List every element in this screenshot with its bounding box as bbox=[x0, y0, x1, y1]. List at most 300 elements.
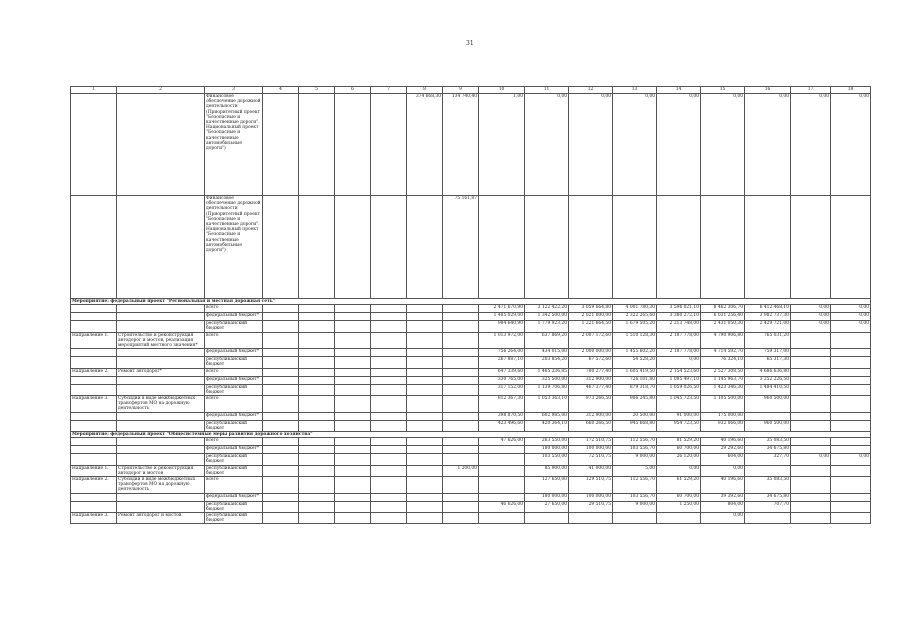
table-cell bbox=[443, 412, 479, 420]
table-row bbox=[71, 87, 871, 94]
table-cell bbox=[745, 412, 791, 420]
table-cell: 8 462 306,70 bbox=[701, 305, 745, 313]
column-header: 18 bbox=[831, 87, 871, 94]
table-cell bbox=[443, 454, 479, 465]
table-cell bbox=[117, 454, 205, 465]
table-cell: 172 510,75 bbox=[569, 438, 613, 446]
table-cell bbox=[443, 313, 479, 321]
table-cell: 1 510 128,30 bbox=[613, 332, 657, 349]
table-row bbox=[71, 368, 871, 376]
table-cell bbox=[407, 396, 443, 413]
table-cell: 756 264,00 bbox=[479, 349, 525, 357]
table-row bbox=[71, 493, 871, 501]
table-cell: федеральный бюджет* bbox=[205, 376, 263, 384]
table-cell bbox=[299, 513, 335, 524]
table-cell bbox=[71, 446, 117, 454]
table-cell: 180 000,00 bbox=[525, 493, 569, 501]
table-cell bbox=[263, 412, 299, 420]
table-cell bbox=[299, 376, 335, 384]
table-cell: 1 053 363,10 bbox=[525, 396, 569, 413]
table-cell bbox=[569, 196, 613, 299]
column-header: 9 bbox=[443, 87, 479, 94]
table-cell: 1 105 500,00 bbox=[701, 396, 745, 413]
table-cell bbox=[263, 396, 299, 413]
table-cell: 0,00 bbox=[831, 94, 871, 196]
table-cell: 945 668,80 bbox=[613, 420, 657, 431]
table-cell bbox=[371, 465, 407, 476]
table-cell bbox=[263, 477, 299, 494]
table-cell bbox=[791, 332, 831, 349]
table-cell bbox=[407, 438, 443, 446]
table-cell bbox=[831, 376, 871, 384]
table-cell bbox=[299, 332, 335, 349]
table-cell: 112 556,70 bbox=[613, 438, 657, 446]
table-cell: 0,00 bbox=[831, 313, 871, 321]
table-cell: 0,00 bbox=[701, 513, 745, 524]
table-cell bbox=[263, 332, 299, 349]
table-cell: 0,00 bbox=[791, 313, 831, 321]
table-cell bbox=[831, 438, 871, 446]
table-cell bbox=[407, 501, 443, 512]
table-cell bbox=[71, 412, 117, 420]
table-cell: 9 000,00 bbox=[613, 501, 657, 512]
table-cell bbox=[831, 196, 871, 299]
table-row bbox=[71, 376, 871, 384]
table-cell bbox=[117, 412, 205, 420]
table-cell bbox=[791, 196, 831, 299]
table-cell bbox=[407, 332, 443, 349]
table-cell: 2 007 172,60 bbox=[569, 332, 613, 349]
table-cell bbox=[525, 196, 569, 299]
table-cell: 759 317,00 bbox=[745, 349, 791, 357]
table-cell: республиканский бюджет bbox=[205, 420, 263, 431]
table-cell: 180 000,00 bbox=[525, 446, 569, 454]
table-cell bbox=[701, 196, 745, 299]
table-cell: Направление 2. bbox=[71, 368, 117, 376]
table-cell bbox=[335, 420, 371, 431]
table-cell bbox=[263, 313, 299, 321]
table-cell bbox=[335, 305, 371, 313]
section-title: Мероприятие: федеральный проект "Общесистемные меры развития дорожного хозяйства" bbox=[71, 432, 871, 438]
table-cell bbox=[371, 313, 407, 321]
table-cell bbox=[117, 94, 205, 196]
table-cell bbox=[831, 513, 871, 524]
table-cell bbox=[299, 357, 335, 368]
table-cell: 726 101,80 bbox=[613, 376, 657, 384]
table-cell bbox=[71, 357, 117, 368]
table-cell bbox=[299, 501, 335, 512]
table-cell bbox=[831, 465, 871, 476]
table-cell bbox=[335, 396, 371, 413]
column-header: 10 bbox=[479, 87, 525, 94]
table-cell: Направление 1. bbox=[71, 332, 117, 349]
table-row bbox=[71, 349, 871, 357]
table-cell bbox=[335, 376, 371, 384]
table-cell bbox=[263, 465, 299, 476]
table-cell bbox=[407, 305, 443, 313]
table-cell: 660 266,50 bbox=[569, 420, 613, 431]
table-row bbox=[71, 305, 871, 313]
table-cell bbox=[371, 384, 407, 395]
table-row bbox=[71, 465, 871, 476]
table-cell bbox=[71, 376, 117, 384]
table-cell bbox=[831, 501, 871, 512]
table-cell bbox=[443, 420, 479, 431]
table-cell bbox=[791, 477, 831, 494]
table-cell bbox=[407, 465, 443, 476]
table-cell bbox=[335, 368, 371, 376]
table-cell bbox=[371, 357, 407, 368]
table-cell: 2 471 670,90 bbox=[479, 305, 525, 313]
table-cell: 0,00 bbox=[831, 305, 871, 313]
table-cell bbox=[371, 446, 407, 454]
table-cell: 2 322 265,60 bbox=[613, 313, 657, 321]
table-cell bbox=[371, 368, 407, 376]
table-cell: 1 455 602,20 bbox=[613, 349, 657, 357]
table-cell: 423 496,60 bbox=[479, 420, 525, 431]
table-row bbox=[71, 412, 871, 420]
table-cell bbox=[335, 477, 371, 494]
table-cell bbox=[299, 465, 335, 476]
table-cell: 0,00 bbox=[701, 94, 745, 196]
table-cell bbox=[443, 376, 479, 384]
table-cell bbox=[479, 465, 525, 476]
table-cell: республиканский бюджет bbox=[205, 384, 263, 395]
table-cell: 3 380 272,10 bbox=[657, 313, 701, 321]
table-cell bbox=[335, 196, 371, 299]
table-cell: 103 556,70 bbox=[613, 446, 657, 454]
table-cell: 1 465 336,85 bbox=[525, 368, 569, 376]
table-cell bbox=[299, 396, 335, 413]
table-cell: 60 700,00 bbox=[657, 493, 701, 501]
table-cell: 263 550,00 bbox=[525, 438, 569, 446]
table-cell: всего bbox=[205, 396, 263, 413]
table-cell: 127 650,00 bbox=[525, 477, 569, 494]
table-cell bbox=[443, 349, 479, 357]
column-header: 14 bbox=[657, 87, 701, 94]
table-cell bbox=[71, 501, 117, 512]
table-cell bbox=[299, 196, 335, 299]
table-cell: 134 740,40 bbox=[443, 94, 479, 196]
table-cell: 879 318,70 bbox=[613, 384, 657, 395]
table-cell: 3 059 664,80 bbox=[569, 305, 613, 313]
table-cell bbox=[791, 384, 831, 395]
table-cell bbox=[335, 513, 371, 524]
table-cell bbox=[479, 477, 525, 494]
table-cell bbox=[335, 501, 371, 512]
table-cell: 65 317,30 bbox=[745, 357, 791, 368]
table-cell: 267 887,10 bbox=[479, 357, 525, 368]
table-cell: 175 000,00 bbox=[701, 412, 745, 420]
table-cell bbox=[299, 384, 335, 395]
table-cell: 0,00 bbox=[657, 94, 701, 196]
table-cell bbox=[791, 446, 831, 454]
column-header: 15 bbox=[701, 87, 745, 94]
table-cell bbox=[371, 332, 407, 349]
table-cell bbox=[263, 368, 299, 376]
table-cell bbox=[831, 493, 871, 501]
table-cell: 0,00 bbox=[657, 465, 701, 476]
table-cell: 103 550,00 bbox=[525, 454, 569, 465]
table-cell bbox=[657, 513, 701, 524]
table-cell: 4 001 780,30 bbox=[613, 305, 657, 313]
table-cell bbox=[335, 465, 371, 476]
table-cell: 0,00 bbox=[831, 454, 871, 465]
table-cell bbox=[299, 368, 335, 376]
table-cell: 1 250,00 bbox=[657, 501, 701, 512]
table-cell: республиканский бюджет bbox=[205, 501, 263, 512]
table-cell bbox=[407, 376, 443, 384]
table-cell bbox=[371, 493, 407, 501]
table-cell bbox=[263, 357, 299, 368]
column-header: 7 bbox=[371, 87, 407, 94]
table-cell: 804,00 bbox=[701, 501, 745, 512]
table-cell bbox=[335, 454, 371, 465]
table-cell: 39 392,60 bbox=[701, 493, 745, 501]
table-cell: 29 292,60 bbox=[701, 446, 745, 454]
table-cell: 1 605 419,50 bbox=[613, 368, 657, 376]
table-cell: 0,00 bbox=[791, 454, 831, 465]
table-cell: 72 510,75 bbox=[569, 454, 613, 465]
table-cell: республиканский бюджет bbox=[205, 357, 263, 368]
table-cell bbox=[407, 420, 443, 431]
budget-table bbox=[70, 86, 871, 524]
table-cell: 29 510,75 bbox=[569, 501, 613, 512]
table-cell: 2 429 721,00 bbox=[745, 321, 791, 332]
table-cell bbox=[791, 412, 831, 420]
table-cell bbox=[371, 396, 407, 413]
table-cell bbox=[407, 321, 443, 332]
table-cell: 906 245,80 bbox=[613, 396, 657, 413]
table-row bbox=[71, 332, 871, 349]
table-cell: 960 500,00 bbox=[745, 420, 791, 431]
table-cell: Финансовое обеспечение дорожной деятельности (Приоритетный проект "Безопасные и качественные дороги". Национальный проект "Безопасные и качественные автомобильные дороги") bbox=[205, 196, 263, 299]
table-cell bbox=[791, 349, 831, 357]
table-cell: 112 556,70 bbox=[613, 477, 657, 494]
table-cell bbox=[71, 196, 117, 299]
table-cell bbox=[371, 412, 407, 420]
table-cell: 41 000,00 bbox=[569, 465, 613, 476]
table-cell: 100 000,00 bbox=[569, 446, 613, 454]
table-cell: 6 031 256,40 bbox=[701, 313, 745, 321]
table-cell: 984 640,90 bbox=[479, 321, 525, 332]
table-cell: 60 700,00 bbox=[657, 446, 701, 454]
table-cell bbox=[335, 357, 371, 368]
table-cell bbox=[443, 384, 479, 395]
table-cell bbox=[71, 454, 117, 465]
table-cell: федеральный бюджет* bbox=[205, 313, 263, 321]
table-cell: 1,00 bbox=[479, 94, 525, 196]
table-cell bbox=[299, 420, 335, 431]
column-header: 1 bbox=[71, 87, 117, 94]
table-cell: 0,00 bbox=[745, 94, 791, 196]
table-cell: 312 900,00 bbox=[569, 376, 613, 384]
table-cell: 1 342 500,00 bbox=[525, 313, 569, 321]
table-row bbox=[71, 446, 871, 454]
table-cell bbox=[335, 94, 371, 196]
table-cell bbox=[371, 501, 407, 512]
table-cell: 4 714 592,70 bbox=[701, 349, 745, 357]
table-cell: 40 196,60 bbox=[701, 477, 745, 494]
table-cell: 812 367,30 bbox=[479, 396, 525, 413]
table-cell bbox=[745, 465, 791, 476]
table-cell: Направление 2. bbox=[71, 477, 117, 494]
column-header: 13 bbox=[613, 87, 657, 94]
table-cell bbox=[407, 493, 443, 501]
table-cell: 707,70 bbox=[745, 501, 791, 512]
table-cell bbox=[335, 438, 371, 446]
table-cell bbox=[117, 438, 205, 446]
table-cell: 46 626,00 bbox=[479, 501, 525, 512]
table-row bbox=[71, 94, 871, 196]
table-cell bbox=[299, 313, 335, 321]
table-cell bbox=[443, 332, 479, 349]
column-header: 11 bbox=[525, 87, 569, 94]
table-cell bbox=[263, 376, 299, 384]
table-cell bbox=[299, 477, 335, 494]
table-cell bbox=[443, 321, 479, 332]
table-cell: 2 021 000,00 bbox=[569, 313, 613, 321]
table-cell bbox=[117, 196, 205, 299]
table-cell bbox=[371, 454, 407, 465]
table-cell bbox=[791, 465, 831, 476]
table-cell bbox=[263, 513, 299, 524]
table-cell bbox=[831, 477, 871, 494]
table-cell bbox=[407, 513, 443, 524]
table-cell: Субсидии в виде межбюджетных трансфертов МО на дорожную деятельность bbox=[117, 477, 205, 494]
table-row bbox=[71, 454, 871, 465]
table-cell bbox=[831, 396, 871, 413]
table-cell bbox=[407, 349, 443, 357]
table-cell bbox=[71, 321, 117, 332]
table-cell: 34 675,80 bbox=[745, 493, 791, 501]
table-cell: Финансовое обеспечение дорожной деятельности (Приоритетный проект "Безопасные и качественные дороги". Национальный проект "Безопасные и качественные автомобильные дороги") bbox=[205, 94, 263, 196]
table-cell bbox=[263, 438, 299, 446]
table-cell: 317 152,00 bbox=[479, 384, 525, 395]
table-row bbox=[71, 438, 871, 446]
table-cell: федеральный бюджет* bbox=[205, 349, 263, 357]
section-title: Мероприятие: федеральный проект "Региональная и местная дорожная сеть" bbox=[71, 299, 871, 305]
table-cell bbox=[263, 493, 299, 501]
table-cell bbox=[299, 305, 335, 313]
table-cell bbox=[335, 384, 371, 395]
table-cell bbox=[407, 446, 443, 454]
table-cell: всего bbox=[205, 368, 263, 376]
table-cell bbox=[407, 368, 443, 376]
table-cell bbox=[791, 501, 831, 512]
table-cell: 203 854,20 bbox=[525, 357, 569, 368]
table-cell bbox=[299, 454, 335, 465]
table-cell bbox=[745, 196, 791, 299]
table-cell bbox=[71, 493, 117, 501]
table-cell: 647 339,60 bbox=[479, 368, 525, 376]
table-cell: 40 196,60 bbox=[701, 438, 745, 446]
table-cell: 954 723,50 bbox=[657, 420, 701, 431]
table-cell bbox=[831, 420, 871, 431]
table-cell bbox=[745, 513, 791, 524]
table-cell: 1 221 664,50 bbox=[569, 321, 613, 332]
table-cell bbox=[117, 384, 205, 395]
table-cell: 129 510,75 bbox=[569, 477, 613, 494]
table-cell bbox=[263, 454, 299, 465]
table-cell: всего bbox=[205, 438, 263, 446]
column-header: 3 bbox=[205, 87, 263, 94]
table-cell bbox=[117, 313, 205, 321]
table-cell: 1 779 923,20 bbox=[525, 321, 569, 332]
column-header: 2 bbox=[117, 87, 205, 94]
table-cell bbox=[479, 513, 525, 524]
table-cell bbox=[831, 412, 871, 420]
table-cell bbox=[371, 321, 407, 332]
table-cell bbox=[263, 321, 299, 332]
table-cell: федеральный бюджет* bbox=[205, 493, 263, 501]
table-cell bbox=[791, 493, 831, 501]
table-cell bbox=[117, 420, 205, 431]
table-cell: 467 377,40 bbox=[569, 384, 613, 395]
table-cell bbox=[407, 477, 443, 494]
table-cell bbox=[71, 349, 117, 357]
table-row bbox=[71, 513, 871, 524]
page-number: 31 bbox=[466, 40, 474, 47]
table-cell bbox=[117, 321, 205, 332]
table-row bbox=[71, 420, 871, 431]
table-cell: 6 412 468,10 bbox=[745, 305, 791, 313]
table-cell: 35 083,50 bbox=[745, 477, 791, 494]
table-cell: 3 982 737,30 bbox=[745, 313, 791, 321]
table-cell bbox=[791, 513, 831, 524]
table-cell bbox=[71, 438, 117, 446]
table-cell: 1 485 029,00 bbox=[479, 313, 525, 321]
table-cell: 420 364,10 bbox=[525, 420, 569, 431]
table-cell: 312 900,00 bbox=[569, 412, 613, 420]
table-cell: 1 045 723,50 bbox=[657, 396, 701, 413]
table-cell bbox=[117, 305, 205, 313]
table-cell: республиканский бюджет bbox=[205, 321, 263, 332]
table-cell: 2 154 523,60 bbox=[657, 368, 701, 376]
table-cell: 637 869,20 bbox=[525, 332, 569, 349]
table-row bbox=[71, 357, 871, 368]
table-cell bbox=[371, 196, 407, 299]
table-cell: всего bbox=[205, 332, 263, 349]
table-cell bbox=[831, 332, 871, 349]
table-cell: 91 000,00 bbox=[657, 412, 701, 420]
table-cell: федеральный бюджет* bbox=[205, 446, 263, 454]
table-cell: 434 015,00 bbox=[525, 349, 569, 357]
table-cell: Направление 3. bbox=[71, 396, 117, 413]
table-cell: 34 675,80 bbox=[745, 446, 791, 454]
table-row bbox=[71, 321, 871, 332]
table-cell bbox=[657, 196, 701, 299]
table-cell: 1 679 505,20 bbox=[613, 321, 657, 332]
table-cell: 2 187 778,00 bbox=[657, 332, 701, 349]
table-cell: 1 013 972,00 bbox=[479, 332, 525, 349]
table-cell bbox=[299, 446, 335, 454]
table-cell: 765 031,20 bbox=[745, 332, 791, 349]
table-cell bbox=[299, 412, 335, 420]
table-cell bbox=[791, 396, 831, 413]
table-cell: 27 650,00 bbox=[525, 501, 569, 512]
table-cell: 1 423 346,30 bbox=[701, 384, 745, 395]
table-cell: 75 161,87 bbox=[443, 196, 479, 299]
table-cell bbox=[791, 376, 831, 384]
table-cell: 100 000,00 bbox=[569, 493, 613, 501]
table-cell bbox=[335, 321, 371, 332]
table-cell: 4 790 906,80 bbox=[701, 332, 745, 349]
table-cell bbox=[831, 368, 871, 376]
column-header: 5 bbox=[299, 87, 335, 94]
table-cell bbox=[335, 349, 371, 357]
table-cell: 61 529,20 bbox=[657, 477, 701, 494]
